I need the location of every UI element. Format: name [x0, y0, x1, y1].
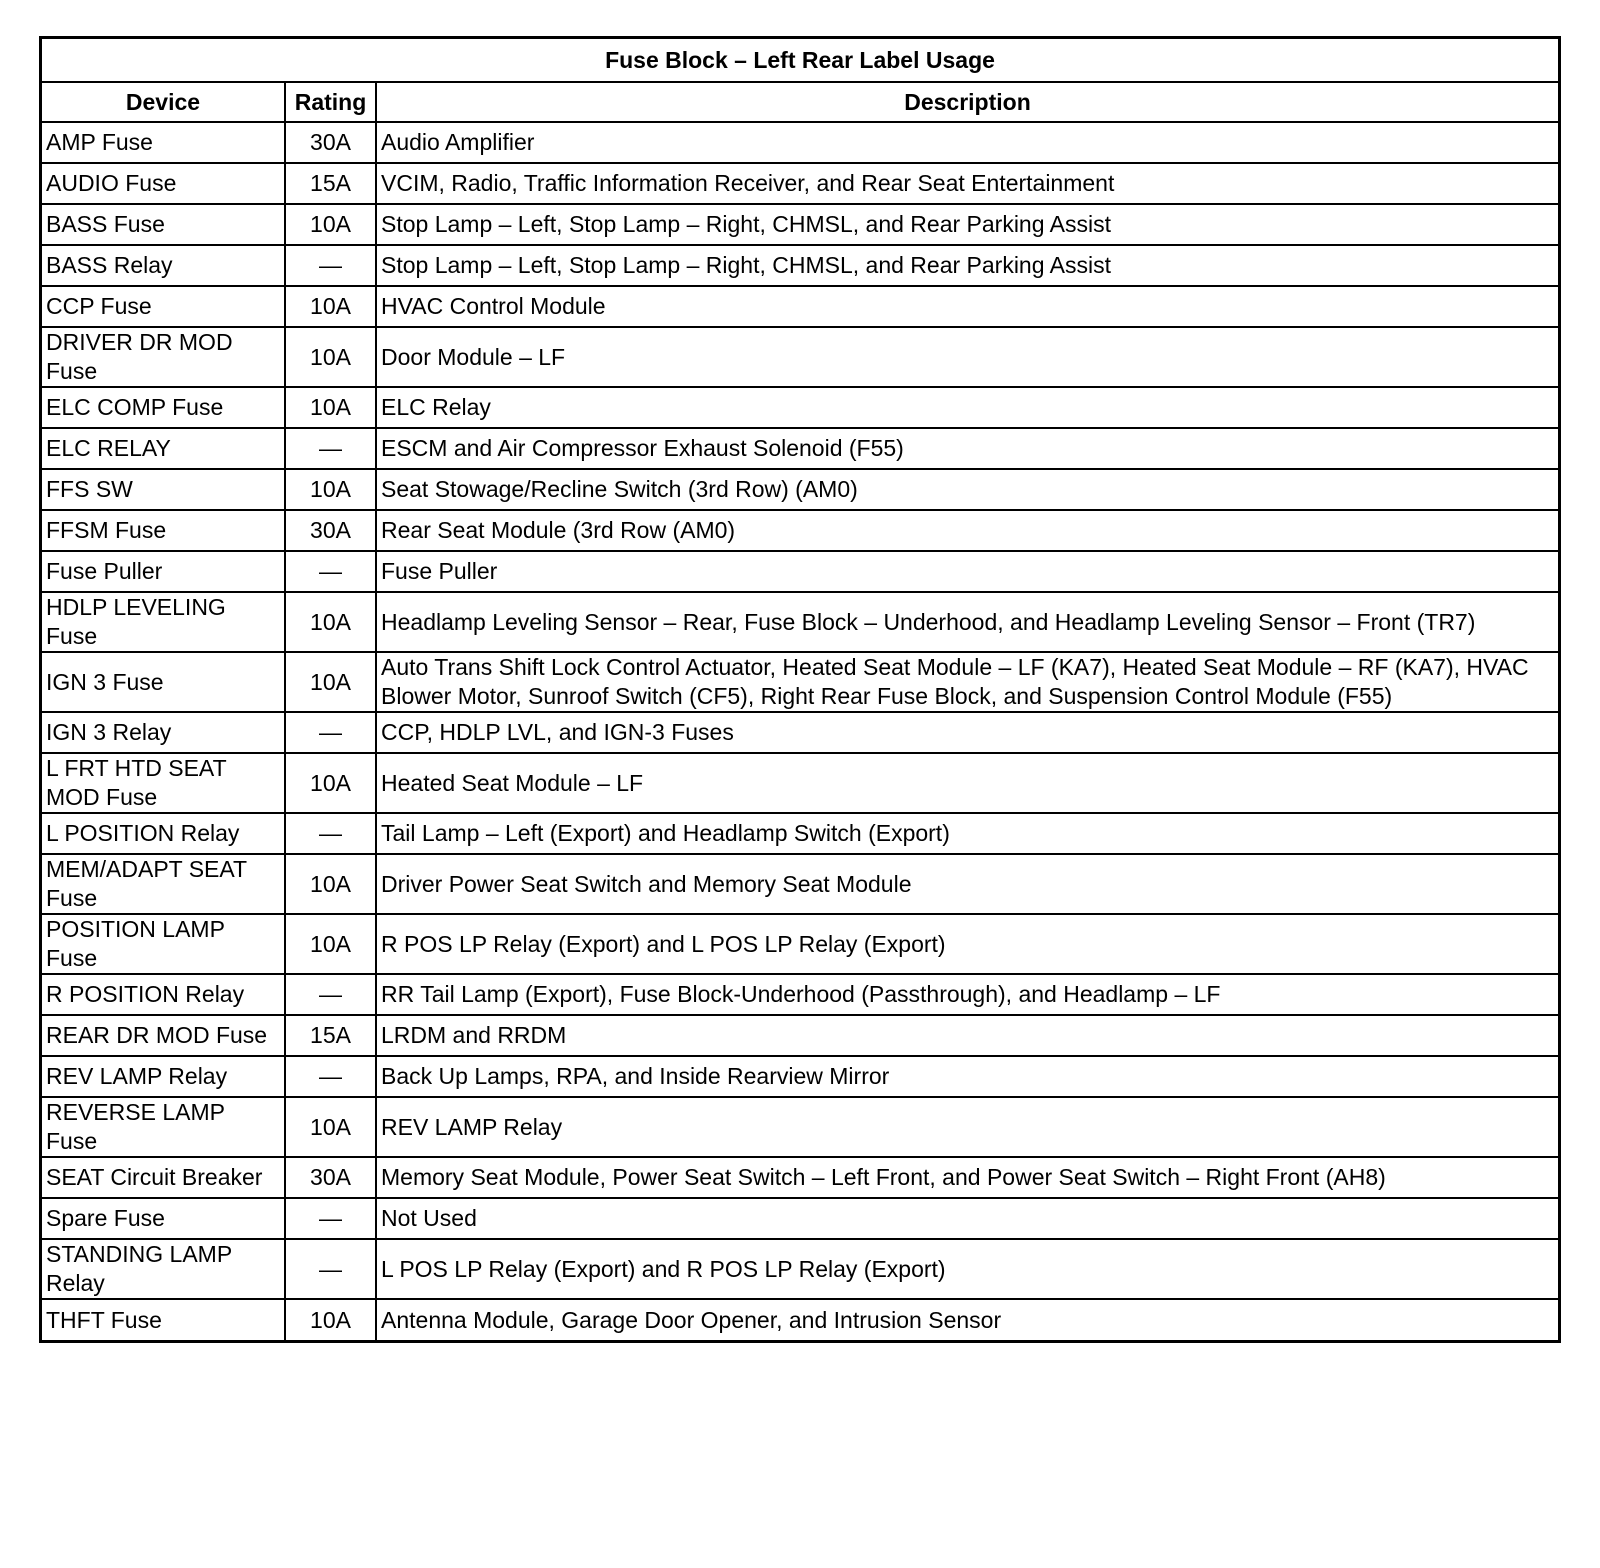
table-row [42, 652, 1558, 712]
table-row [42, 592, 1558, 652]
device-cell: REVERSE LAMP Fuse [42, 1097, 285, 1157]
description-cell: R POS LP Relay (Export) and L POS LP Relay (Export) [376, 914, 1558, 974]
rating-cell: 10A [285, 753, 376, 813]
device-cell: FFS SW [42, 469, 285, 510]
description-cell: ELC Relay [376, 387, 1558, 428]
description-cell: Antenna Module, Garage Door Opener, and Intrusion Sensor [376, 1299, 1558, 1340]
rating-cell: 10A [285, 1299, 376, 1340]
table-row [42, 286, 1558, 327]
table-row [42, 854, 1558, 914]
table-row [42, 1157, 1558, 1198]
table-row [42, 122, 1558, 163]
rating-cell: — [285, 974, 376, 1015]
device-cell: AMP Fuse [42, 122, 285, 163]
description-cell: Tail Lamp – Left (Export) and Headlamp Switch (Export) [376, 813, 1558, 854]
device-cell: ELC COMP Fuse [42, 387, 285, 428]
description-cell: Headlamp Leveling Sensor – Rear, Fuse Block – Underhood, and Headlamp Leveling Sensor – Front (TR7) [376, 592, 1558, 652]
device-cell: IGN 3 Relay [42, 712, 285, 753]
device-cell: REAR DR MOD Fuse [42, 1015, 285, 1056]
rating-cell: 15A [285, 1015, 376, 1056]
description-cell: Audio Amplifier [376, 122, 1558, 163]
device-cell: CCP Fuse [42, 286, 285, 327]
description-cell: L POS LP Relay (Export) and R POS LP Relay (Export) [376, 1239, 1558, 1299]
table-row [42, 551, 1558, 592]
description-cell: RR Tail Lamp (Export), Fuse Block-Underhood (Passthrough), and Headlamp – LF [376, 974, 1558, 1015]
table-header-row [42, 82, 1558, 122]
rating-cell: — [285, 245, 376, 286]
table-row [42, 327, 1558, 387]
rating-cell: 10A [285, 469, 376, 510]
rating-cell: — [285, 1239, 376, 1299]
description-cell: Memory Seat Module, Power Seat Switch – Left Front, and Power Seat Switch – Right Front (AH8) [376, 1157, 1558, 1198]
device-cell: SEAT Circuit Breaker [42, 1157, 285, 1198]
fuse-usage-table [42, 39, 1558, 1340]
rating-cell: — [285, 712, 376, 753]
table-row [42, 712, 1558, 753]
table-row [42, 1299, 1558, 1340]
description-cell: Stop Lamp – Left, Stop Lamp – Right, CHMSL, and Rear Parking Assist [376, 245, 1558, 286]
rating-cell: — [285, 1056, 376, 1097]
rating-cell: — [285, 1198, 376, 1239]
description-cell: Fuse Puller [376, 551, 1558, 592]
device-cell: AUDIO Fuse [42, 163, 285, 204]
rating-cell: 30A [285, 1157, 376, 1198]
description-cell: Door Module – LF [376, 327, 1558, 387]
table-row [42, 387, 1558, 428]
device-cell: BASS Fuse [42, 204, 285, 245]
rating-cell: 10A [285, 204, 376, 245]
rating-cell: 30A [285, 122, 376, 163]
device-cell: HDLP LEVELING Fuse [42, 592, 285, 652]
rating-cell: 10A [285, 652, 376, 712]
table-row [42, 914, 1558, 974]
device-cell: DRIVER DR MOD Fuse [42, 327, 285, 387]
table-row [42, 1097, 1558, 1157]
table-row [42, 1015, 1558, 1056]
table-row [42, 245, 1558, 286]
rating-cell: 10A [285, 327, 376, 387]
rating-cell: 15A [285, 163, 376, 204]
column-header-description: Description [376, 82, 1558, 122]
column-header-device: Device [42, 82, 285, 122]
table-row [42, 1056, 1558, 1097]
rating-cell: 30A [285, 510, 376, 551]
table-title: Fuse Block – Left Rear Label Usage [42, 39, 1558, 82]
device-cell: MEM/ADAPT SEAT Fuse [42, 854, 285, 914]
table-row [42, 1239, 1558, 1299]
table-row [42, 974, 1558, 1015]
description-cell: Back Up Lamps, RPA, and Inside Rearview Mirror [376, 1056, 1558, 1097]
device-cell: R POSITION Relay [42, 974, 285, 1015]
table-row [42, 428, 1558, 469]
table-row [42, 1198, 1558, 1239]
device-cell: POSITION LAMP Fuse [42, 914, 285, 974]
device-cell: L POSITION Relay [42, 813, 285, 854]
device-cell: L FRT HTD SEAT MOD Fuse [42, 753, 285, 813]
table-row [42, 813, 1558, 854]
device-cell: Fuse Puller [42, 551, 285, 592]
device-cell: Spare Fuse [42, 1198, 285, 1239]
device-cell: FFSM Fuse [42, 510, 285, 551]
description-cell: HVAC Control Module [376, 286, 1558, 327]
device-cell: ELC RELAY [42, 428, 285, 469]
description-cell: Rear Seat Module (3rd Row (AM0) [376, 510, 1558, 551]
rating-cell: 10A [285, 592, 376, 652]
description-cell: Driver Power Seat Switch and Memory Seat Module [376, 854, 1558, 914]
device-cell: STANDING LAMP Relay [42, 1239, 285, 1299]
table-row [42, 204, 1558, 245]
description-cell: Seat Stowage/Recline Switch (3rd Row) (AM0) [376, 469, 1558, 510]
device-cell: BASS Relay [42, 245, 285, 286]
rating-cell: — [285, 551, 376, 592]
rating-cell: 10A [285, 387, 376, 428]
description-cell: LRDM and RRDM [376, 1015, 1558, 1056]
rating-cell: — [285, 813, 376, 854]
description-cell: ESCM and Air Compressor Exhaust Solenoid (F55) [376, 428, 1558, 469]
rating-cell: 10A [285, 286, 376, 327]
fuse-table-frame [39, 36, 1561, 1343]
table-title-row [42, 39, 1558, 82]
table-row [42, 753, 1558, 813]
device-cell: REV LAMP Relay [42, 1056, 285, 1097]
device-cell: IGN 3 Fuse [42, 652, 285, 712]
table-row [42, 469, 1558, 510]
description-cell: Stop Lamp – Left, Stop Lamp – Right, CHMSL, and Rear Parking Assist [376, 204, 1558, 245]
description-cell: Auto Trans Shift Lock Control Actuator, Heated Seat Module – LF (KA7), Heated Seat Module – RF (KA7), HVAC Blower Motor, Sunroof Switch (CF5), Right Rear Fuse Block, and Suspension Control Module (F55) [376, 652, 1558, 712]
description-cell: Not Used [376, 1198, 1558, 1239]
description-cell: VCIM, Radio, Traffic Information Receiver, and Rear Seat Entertainment [376, 163, 1558, 204]
description-cell: Heated Seat Module – LF [376, 753, 1558, 813]
rating-cell: 10A [285, 854, 376, 914]
column-header-rating: Rating [285, 82, 376, 122]
device-cell: THFT Fuse [42, 1299, 285, 1340]
description-cell: REV LAMP Relay [376, 1097, 1558, 1157]
table-row [42, 163, 1558, 204]
rating-cell: 10A [285, 1097, 376, 1157]
rating-cell: — [285, 428, 376, 469]
rating-cell: 10A [285, 914, 376, 974]
table-row [42, 510, 1558, 551]
description-cell: CCP, HDLP LVL, and IGN-3 Fuses [376, 712, 1558, 753]
